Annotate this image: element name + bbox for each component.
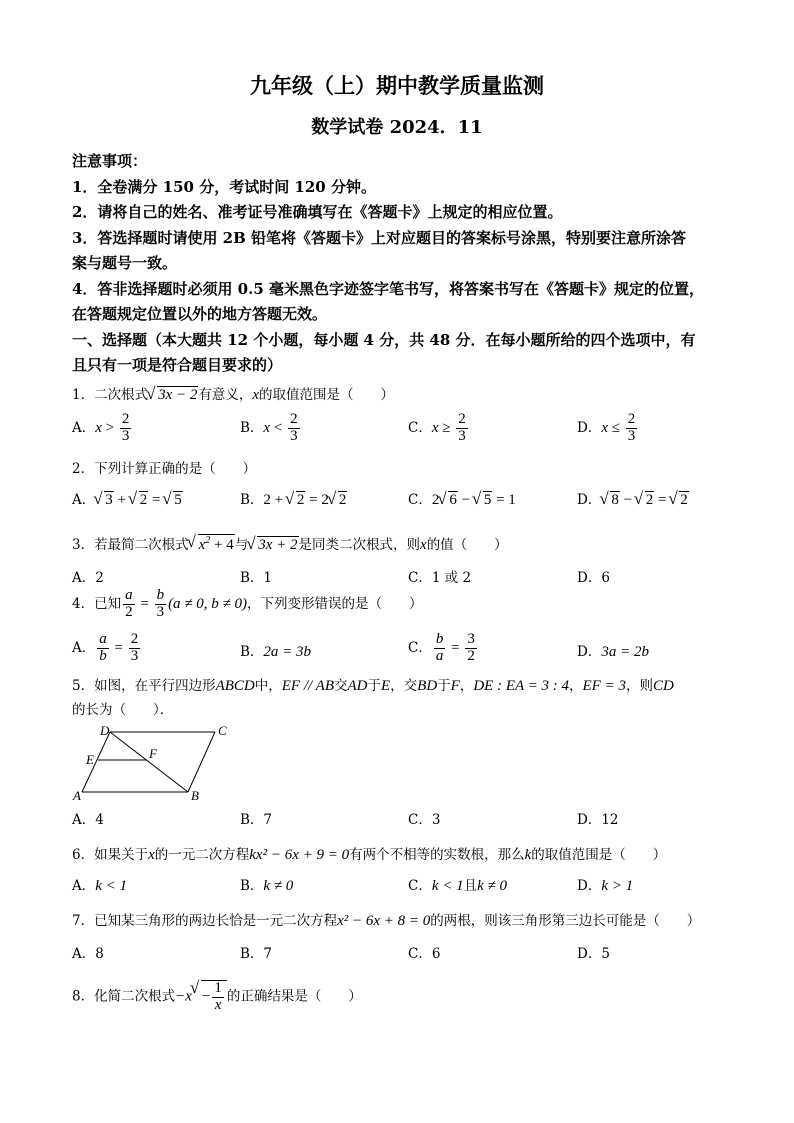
sqrt xyxy=(601,491,620,509)
exp: 2 xyxy=(205,535,211,546)
q1-option-b[interactable] xyxy=(240,412,302,445)
radicand: 2 xyxy=(338,492,347,508)
notice-heading: 注意事项： xyxy=(72,152,148,170)
sqrt xyxy=(329,491,348,509)
option-fraction xyxy=(465,632,477,665)
option-label: D． xyxy=(577,492,602,508)
fraction-den: 3 xyxy=(121,427,130,444)
option-label: D． xyxy=(577,878,602,894)
option-text: 且 xyxy=(463,878,478,894)
question-7-stem xyxy=(72,909,700,930)
option-label: D． xyxy=(577,946,602,962)
diagonal-bd xyxy=(110,732,188,792)
section-heading-line2: 且只有一项是符合题目要求的） xyxy=(72,356,283,374)
parallelogram-figure xyxy=(70,722,240,804)
option-text: 2 xyxy=(95,570,104,586)
fraction-den: 2 xyxy=(125,603,133,620)
option-label: A． xyxy=(72,878,96,894)
option-text: 7 xyxy=(263,946,273,962)
option-fraction xyxy=(288,412,300,445)
label-d: D xyxy=(100,723,110,738)
q6-equation: kx² − 6x + 9 = 0 xyxy=(249,847,350,863)
q3-post2: 的值（ ） xyxy=(426,537,508,553)
q6-option-b[interactable] xyxy=(240,874,293,895)
option-label: B． xyxy=(240,878,264,894)
notice-item-4-cont: 在答题规定位置以外的地方答题无效。 xyxy=(72,305,328,323)
q5-option-a[interactable] xyxy=(72,808,104,828)
option-label: A． xyxy=(72,812,96,828)
option-expr: k < 1 xyxy=(95,878,128,894)
question-5-stem-line2: 的长为（ ）． xyxy=(72,702,174,718)
notice-item-2: 2．请将自己的姓名、准考证号准确填写在《答题卡》上规定的相应位置。 xyxy=(72,203,563,221)
option-text: 12 xyxy=(601,812,619,828)
question-4-stem xyxy=(72,588,423,621)
radicand: 5 xyxy=(483,492,492,508)
fraction-den: b xyxy=(99,647,107,664)
option-expr: 2a = 3b xyxy=(263,644,312,660)
option-text: 3 xyxy=(431,812,441,828)
q7-option-c[interactable] xyxy=(408,942,440,962)
q1-radicand: 3x − 2 xyxy=(158,387,198,403)
q4-option-d[interactable] xyxy=(577,640,649,661)
option-label: C． xyxy=(408,492,432,508)
option-text: 1 或 2 xyxy=(431,570,472,586)
q7-equation: x² − 6x + 8 = 0 xyxy=(337,913,431,929)
label-a: A xyxy=(73,788,81,803)
option-label: A． xyxy=(72,492,96,508)
q4-condition: (a ≠ 0, b ≠ 0) xyxy=(168,595,248,612)
q7-option-a[interactable] xyxy=(72,942,104,962)
notice-item-4: 4．答非选择题时必须用 0.5 毫米黑色字迹签字笔书写，将答案书写在《答题卡》规定的位置， xyxy=(72,280,704,298)
option-label: C． xyxy=(408,639,432,656)
q6-mid: 的一元二次方程 xyxy=(154,847,250,863)
q5-text: ，则 xyxy=(625,678,653,694)
q5-pre: 5．如图，在平行四边形 xyxy=(72,678,216,694)
fraction-num: 2 xyxy=(458,411,466,427)
radicand: 5 xyxy=(174,492,182,508)
q2-option-c[interactable] xyxy=(408,488,516,509)
q8-fraction xyxy=(212,981,224,1014)
fraction-den: 2 xyxy=(467,647,475,664)
subtitle-prefix: 数学试卷 xyxy=(311,117,384,138)
sqrt xyxy=(287,491,306,509)
q6-post1: 有两个不相等的实数根，那么 xyxy=(349,847,525,863)
q5-ef-length: EF = 3 xyxy=(582,678,626,694)
q6-option-a[interactable] xyxy=(72,874,127,895)
option-fraction xyxy=(97,632,109,665)
notice-item-3: 3．答选择题时请使用 2B 铅笔将《答题卡》上对应题目的答案标号涂黑，特别要注意所涂答 xyxy=(72,229,687,247)
radicand: 3 xyxy=(105,492,113,508)
option-op: > xyxy=(101,419,118,436)
question-1-stem xyxy=(72,383,394,404)
q1-option-d[interactable] xyxy=(577,412,639,445)
q8-radicand xyxy=(201,980,227,1014)
fraction-den: 3 xyxy=(130,647,139,664)
fraction-den: 3 xyxy=(458,427,466,444)
option-text: 1 xyxy=(263,570,273,586)
fraction-den: a xyxy=(435,647,444,664)
q2-option-a[interactable] xyxy=(72,488,183,509)
fraction-num: 2 xyxy=(627,411,636,427)
q5-cd: CD xyxy=(652,678,674,694)
option-expr: k < 1 xyxy=(431,878,464,894)
option-label: C． xyxy=(408,812,432,828)
sqrt xyxy=(95,491,114,509)
option-fraction xyxy=(456,412,468,445)
q4-pre: 4．已知 xyxy=(72,595,122,612)
question-8-stem xyxy=(72,980,362,1014)
op: = xyxy=(447,639,464,656)
q4-option-b[interactable] xyxy=(240,640,311,661)
sqrt xyxy=(636,491,655,509)
option-label: B． xyxy=(240,492,264,508)
label-f: F xyxy=(149,746,157,761)
radicand: 2 xyxy=(139,492,148,508)
notice-item-1: 1．全卷满分 150 分，考试时间 120 分钟。 xyxy=(72,178,376,196)
q4-frac-2 xyxy=(155,588,167,621)
q8-pre: 8．化简二次根式 xyxy=(72,988,176,1005)
section-heading-line1: 一、选择题（本大题共 12 个小题，每小题 4 分，共 48 分．在每小题所给的四个选项中，有 xyxy=(72,331,696,349)
q5-e: E xyxy=(380,678,391,694)
fraction-den: x xyxy=(214,996,222,1013)
fraction-num: b xyxy=(435,631,444,647)
q1-option-a[interactable] xyxy=(72,412,133,445)
edge-cb xyxy=(188,732,215,792)
q5-text: 于 xyxy=(367,678,381,694)
question-5-stem-line1 xyxy=(72,674,674,695)
q5-bd: BD xyxy=(417,678,438,694)
q7-option-b[interactable] xyxy=(240,942,272,962)
option-label: C． xyxy=(408,570,432,586)
op: = 1 xyxy=(492,492,516,508)
option-label: D． xyxy=(577,812,602,828)
option-var: x xyxy=(431,419,439,436)
option-text: 7 xyxy=(263,812,273,828)
q3-pre: 3．若最简二次根式 xyxy=(72,537,189,553)
q1-post2: 的取值范围是（ ） xyxy=(259,387,395,403)
fraction-num: 2 xyxy=(130,631,139,647)
exam-subtitle xyxy=(0,113,794,139)
option-fraction xyxy=(129,632,141,665)
option-label: B． xyxy=(240,812,264,828)
q3-option-d[interactable] xyxy=(577,566,610,586)
option-fraction xyxy=(434,632,446,665)
q2-option-b[interactable] xyxy=(240,488,347,509)
q3-mid: 与 xyxy=(234,537,249,553)
q5-option-d[interactable] xyxy=(577,808,619,828)
q5-text: ，交 xyxy=(390,678,418,694)
q4-option-a[interactable] xyxy=(72,632,142,665)
radicand: 2 xyxy=(296,492,305,508)
q6-pre: 6．如果关于 xyxy=(72,847,149,863)
option-text: 5 xyxy=(601,946,610,962)
option-label: B． xyxy=(240,419,264,436)
option-label: A． xyxy=(72,419,96,436)
sqrt xyxy=(164,491,183,509)
radicand: 8 xyxy=(611,492,619,508)
notice-item-3-cont: 案与题号一致。 xyxy=(72,254,178,272)
option-op: < xyxy=(270,419,287,436)
q3-radicand-2: 3x + 2 xyxy=(258,537,298,553)
fraction-num: a xyxy=(99,631,107,647)
option-label: B． xyxy=(240,570,264,586)
q5-text: 于 xyxy=(437,678,451,694)
op: = 2 xyxy=(305,492,329,508)
q5-ef-parallel-ab: EF // AB xyxy=(281,678,334,694)
option-var: x xyxy=(95,419,102,436)
expr: 2 xyxy=(431,492,440,508)
q1-radical xyxy=(148,386,198,404)
q5-text: 交 xyxy=(333,678,348,694)
fraction-num: 1 xyxy=(214,980,222,996)
expr: 2 + xyxy=(263,492,287,508)
op: = xyxy=(654,492,671,508)
exam-title: 九年级（上）期中教学质量监测 xyxy=(250,73,544,98)
option-op: ≤ xyxy=(608,419,624,436)
q8-lead: −x xyxy=(175,988,192,1005)
q6-var: x xyxy=(148,847,155,863)
fraction-num: a xyxy=(125,587,133,603)
op: − xyxy=(619,492,636,508)
q5-option-c[interactable] xyxy=(408,808,440,828)
q6-post2: 的取值范围是（ ） xyxy=(531,847,667,863)
q7-post: 的两根，则该三角形第三边长可能是（ ） xyxy=(430,913,701,929)
q3-var: x xyxy=(420,537,427,553)
q2-option-d[interactable] xyxy=(577,488,689,509)
option-text: 8 xyxy=(95,946,104,962)
fraction-den: 3 xyxy=(290,427,298,444)
option-expr: 3a = 2b xyxy=(601,644,649,660)
q1-var: x xyxy=(252,387,260,403)
option-fraction xyxy=(626,412,638,445)
base: x xyxy=(198,537,206,553)
radicand: 6 xyxy=(449,492,457,508)
option-var: x xyxy=(263,419,271,436)
sqrt xyxy=(474,491,493,509)
q6-k: k xyxy=(524,847,532,863)
option-label: C． xyxy=(408,878,432,894)
q1-pre: 1．二次根式 xyxy=(72,387,149,403)
q5-ratio: DE : EA = 3 : 4 xyxy=(473,678,569,694)
q5-f: F xyxy=(450,678,460,694)
sqrt xyxy=(439,491,458,509)
option-label: A． xyxy=(72,639,96,656)
label-c: C xyxy=(218,723,227,738)
option-label: C． xyxy=(408,419,432,436)
q3-radical-2 xyxy=(248,536,298,554)
q5-text: ， xyxy=(569,678,583,694)
q5-ad: AD xyxy=(347,678,368,694)
option-expr: k ≠ 0 xyxy=(263,878,294,894)
option-label: A． xyxy=(72,570,96,586)
q6-option-d[interactable] xyxy=(577,874,633,895)
q4-frac-1 xyxy=(123,588,135,621)
option-expr: k ≠ 0 xyxy=(477,878,508,894)
sqrt xyxy=(670,491,689,509)
q3-post1: 是同类二次根式，则 xyxy=(298,537,421,553)
q5-option-b[interactable] xyxy=(240,808,272,828)
question-6-stem xyxy=(72,843,666,864)
label-e: E xyxy=(86,752,94,767)
q5-text: ， xyxy=(459,678,474,694)
option-label: D． xyxy=(577,419,602,436)
fraction-den: 3 xyxy=(156,603,165,620)
fraction-num: 3 xyxy=(467,631,475,647)
option-var: x xyxy=(601,419,608,436)
option-text: 6 xyxy=(431,946,441,962)
fraction-num: 2 xyxy=(121,411,130,427)
fraction-den: 3 xyxy=(627,427,636,444)
q7-pre: 7．已知某三角形的两边长恰是一元二次方程 xyxy=(72,913,338,929)
sign: − xyxy=(201,988,211,1005)
op: = xyxy=(136,595,153,612)
label-b: B xyxy=(191,788,199,803)
rest: + 4 xyxy=(210,537,234,553)
q1-option-c[interactable] xyxy=(408,412,470,445)
q8-radical xyxy=(192,980,227,1014)
question-2-stem: 2．下列计算正确的是（ ） xyxy=(72,461,257,477)
option-text: 6 xyxy=(601,570,610,586)
option-text: 4 xyxy=(95,812,104,828)
q4-option-c[interactable] xyxy=(408,632,479,665)
op: − xyxy=(457,492,474,508)
op: + xyxy=(113,492,130,508)
option-expr: k > 1 xyxy=(601,878,634,894)
option-label: B． xyxy=(240,946,264,962)
question-3-stem xyxy=(72,533,508,554)
option-label: D． xyxy=(577,570,602,586)
option-op: ≥ xyxy=(438,419,455,436)
q7-option-d[interactable] xyxy=(577,942,610,962)
option-label: C． xyxy=(408,946,432,962)
fraction-num: b xyxy=(156,587,165,603)
op: = xyxy=(148,492,165,508)
fraction-num: 2 xyxy=(290,411,298,427)
radicand: 2 xyxy=(645,492,654,508)
q3-option-a[interactable] xyxy=(72,566,104,586)
q3-radical-1 xyxy=(189,534,235,554)
q6-option-c[interactable] xyxy=(408,874,507,895)
option-label: A． xyxy=(72,946,96,962)
option-label: B． xyxy=(240,644,264,660)
q3-radicand-1 xyxy=(198,534,235,554)
q4-post: ，下列变形错误的是（ ） xyxy=(247,595,423,612)
sqrt xyxy=(130,491,149,509)
option-label: D． xyxy=(577,644,602,660)
radicand: 2 xyxy=(680,492,688,508)
subtitle-date: 2024．11 xyxy=(389,117,483,138)
q8-post: 的正确结果是（ ） xyxy=(226,988,362,1005)
q5-text: 中， xyxy=(254,678,282,694)
op: = xyxy=(110,639,127,656)
q1-post1: 有意义， xyxy=(198,387,253,403)
q5-abcd: ABCD xyxy=(215,678,255,694)
option-fraction xyxy=(120,412,132,445)
q3-option-b[interactable] xyxy=(240,566,272,586)
q3-option-c[interactable] xyxy=(408,566,471,586)
